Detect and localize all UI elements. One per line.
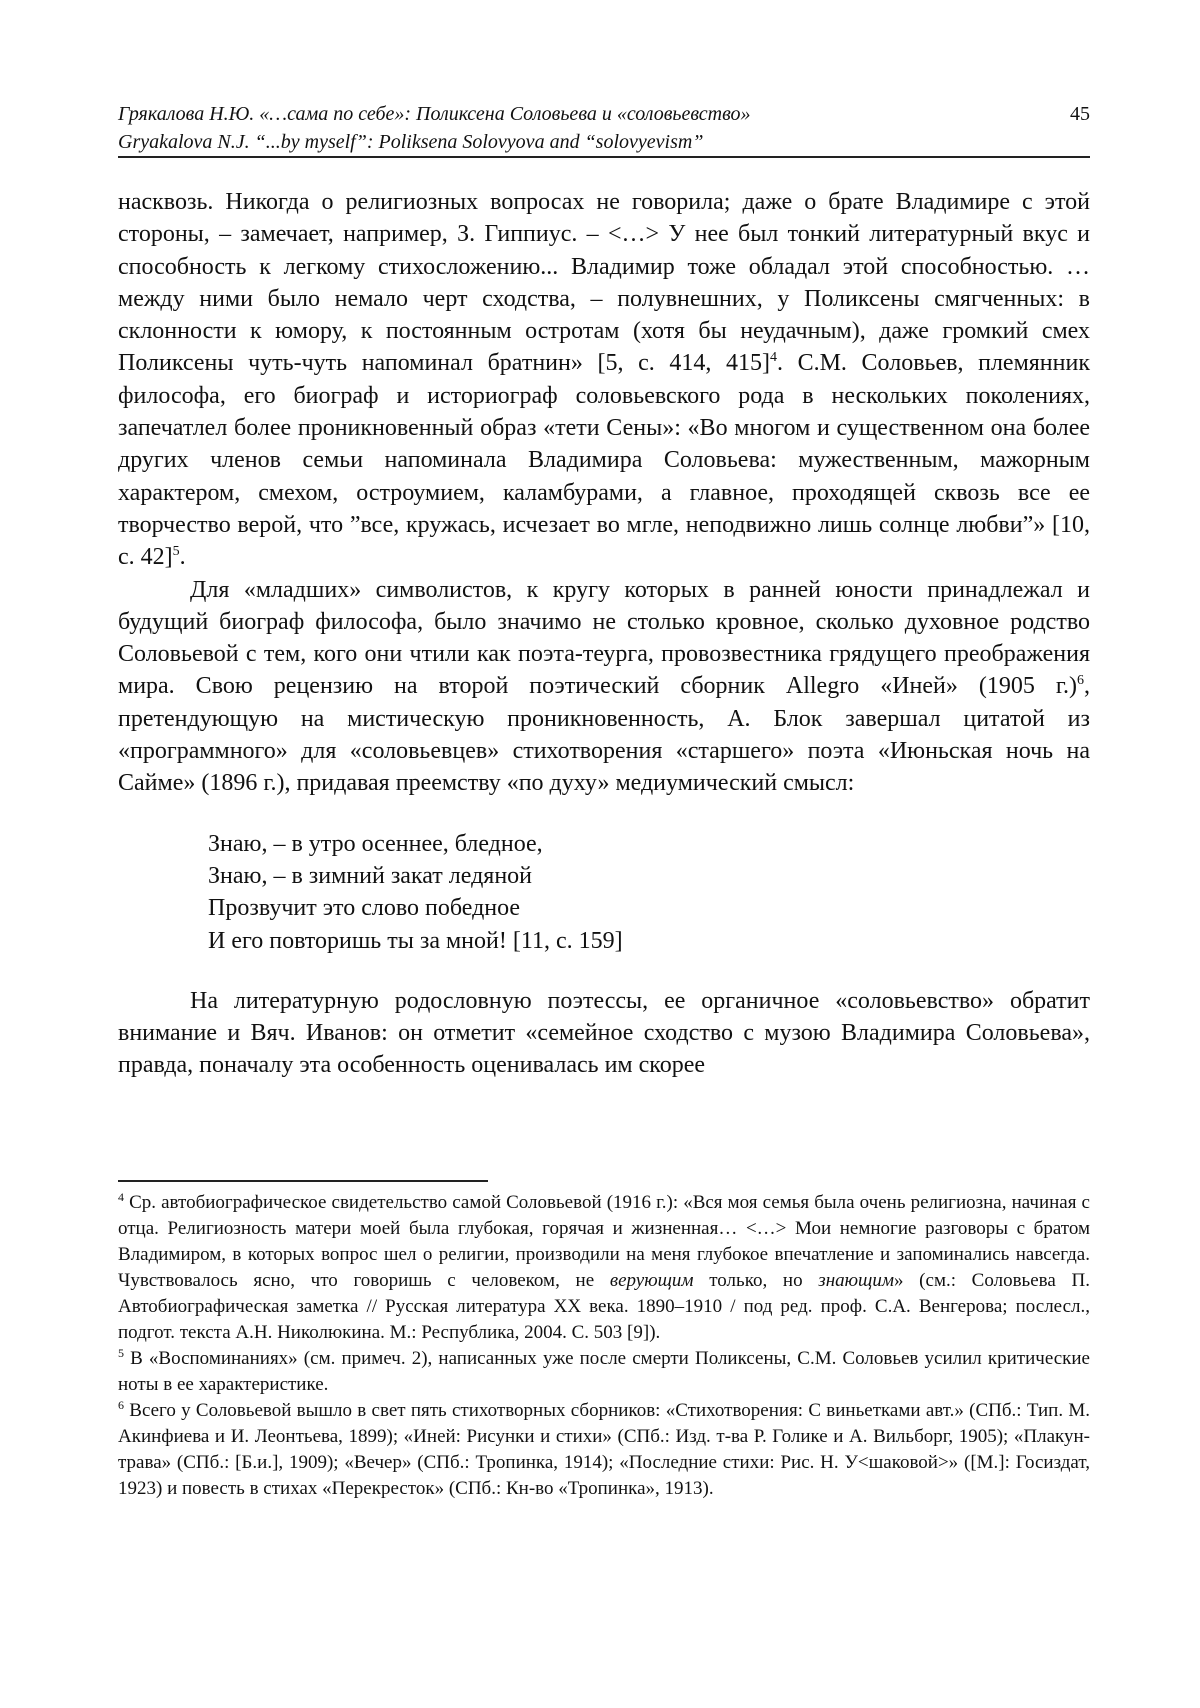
footnote-number: 4 [118, 1190, 124, 1204]
paragraph-3: На литературную родословную поэтессы, ее органичное «соловьевство» обратит внимание и Вяч. Иванов: он отметит «семейное сходство с музою Владимира Соловьева», правда, поначалу эта особенность оценивалась им скорее [118, 987, 1090, 1079]
poem-quote [208, 828, 1090, 957]
header-divider [118, 156, 1090, 158]
footnote-ref-5: 5 [172, 544, 180, 560]
poem-line: Знаю, – в утро осеннее, бледное, [208, 830, 543, 857]
footnote-5-text: В «Воспоминаниях» (см. примеч. 2), написанных уже после смерти Поликсены, С.М. Соловьев усилил критические ноты в ее характеристике. [118, 1348, 1090, 1395]
running-header [118, 100, 1090, 156]
footnote-ref-6: 6 [1077, 673, 1084, 689]
header-title-ru: Грякалова Н.Ю. «…сама по себе»: Поликсена Соловьева и «соловьевство» [118, 103, 751, 125]
footnote-number: 5 [118, 1346, 124, 1360]
footnote-6-text: Всего у Соловьевой вышло в свет пять стихотворных сборников: «Стихотворения: С виньетками авт.» (СПб.: Тип. М. Акинфиева и И. Леонтьева, 1899); «Иней: Рисунки и стихи» (СПб.: Изд. т-ва Р. Голике и А. Вильборг, 1905); «Плакун-трава» (СПб.: [Б.и.], 1909); «Вечер» (СПб.: Тропинка, 1914); «Последние стихи: Рис. Н. У<шаковой>» ([М.]: Госиздат, 1923) и повесть в стихах «Перекресток» (СПб.: Кн-во «Тропинка», 1913). [118, 1400, 1090, 1499]
footnote-4-text-c: » (см.: Соловьева П. Автобиографическая заметка // Русская литература XX века. 1890–1910 / под ред. проф. С.А. Венгерова; послесл., подгот. текста А.Н. Николюкина. М.: Республика, 2004. С. 503 [9]). [118, 1270, 1090, 1343]
footnote-ref-4: 4 [769, 350, 777, 366]
footnote-number: 6 [118, 1398, 124, 1412]
paragraph-1 [118, 186, 1090, 574]
paragraph-2-part-b: , претендующую на мистическую проникновенность, А. Блок завершал цитатой из «программного» для «соловьевцев» стихотворения «старшего» поэта «Июньская ночь на Сайме» (1896 г.), придавая преемству «по духу» медиумический смысл: [118, 673, 1090, 797]
paragraph-2 [118, 574, 1090, 800]
poem-line: Знаю, – в зимний закат ледяной [208, 862, 533, 889]
paragraph-1-part-b: . С.М. Соловьев, племянник философа, его биограф и историограф соловьевского рода в нескольких поколениях, запечатлел более проникновенный образ «тети Сены»: «Во многом и существенном она более других членов семьи напоминала Владимира Соловьева: мужественным, мажорным характером, смехом, остроумием, каламбурами, а главное, проходящей сквозь все ее творчество верой, что ”все, кружась, исчезает во мгле, неподвижно лишь солнце любви”» [10, с. 42] [118, 350, 1090, 571]
header-title-en: Gryakalova N.J. “...by myself”: Poliksena Solovyova and “solovyevism” [118, 131, 704, 153]
poem-line: Прозвучит это слово победное [208, 895, 521, 922]
footnote-4-text-b: только, но [693, 1270, 819, 1291]
footnote-6 [118, 1398, 1090, 1502]
paragraph-2-part-a: Для «младших» символистов, к кругу которых в ранней юности принадлежал и будущий биограф философа, было значимо не столько кровное, сколько духовное родство Соловьевой с тем, кого они чтили как поэта-теурга, провозвестника грядущего преображения мира. Свою рецензию на второй поэтический сборник Allegro «Иней» (1905 г.) [118, 576, 1090, 700]
page-number: 45 [1070, 103, 1090, 125]
paragraph-1-part-a: насквозь. Никогда о религиозных вопросах не говорила; даже о брате Владимире с этой стороны, – замечает, например, З. Гиппиус. – <…> У нее был тонкий литературный вкус и способность к легкому стихосложению... Владимир тоже обладал этой способностью. …между ними было немало черт сходства, – полувнешних, у Поликсены смягченных: в склонности к юмору, к постоянным остротам (хотя бы неудачным), даже громкий смех Поликсены чуть-чуть напоминал братнин» [5, с. 414, 415] [118, 189, 1090, 377]
main-text [118, 186, 1090, 1082]
footnote-5 [118, 1346, 1090, 1398]
paragraph-1-part-c: . [179, 544, 186, 571]
footnotes [118, 1190, 1090, 1502]
footnote-4-text-a: Ср. автобиографическое свидетельство самой Соловьевой (1916 г.): «Вся моя семья была очень религиозна, начиная с отца. Религиозность матери моей была глубокая, горячая и жизненная… <…> Мои немногие разговоры с братом Владимиром, в которых вопрос шел о религии, производили на меня глубокое впечатление и запоминались навсегда. Чувствовалось ясно, что говоришь с человеком, не [118, 1192, 1090, 1291]
poem-line: И его повторишь ты за мной! [11, с. 159] [208, 927, 623, 954]
footnote-4-emphasis-1: верующим [609, 1270, 694, 1291]
footnote-divider [118, 1180, 488, 1182]
footnote-4 [118, 1190, 1090, 1346]
footnote-4-emphasis-2: знающим [818, 1270, 894, 1291]
